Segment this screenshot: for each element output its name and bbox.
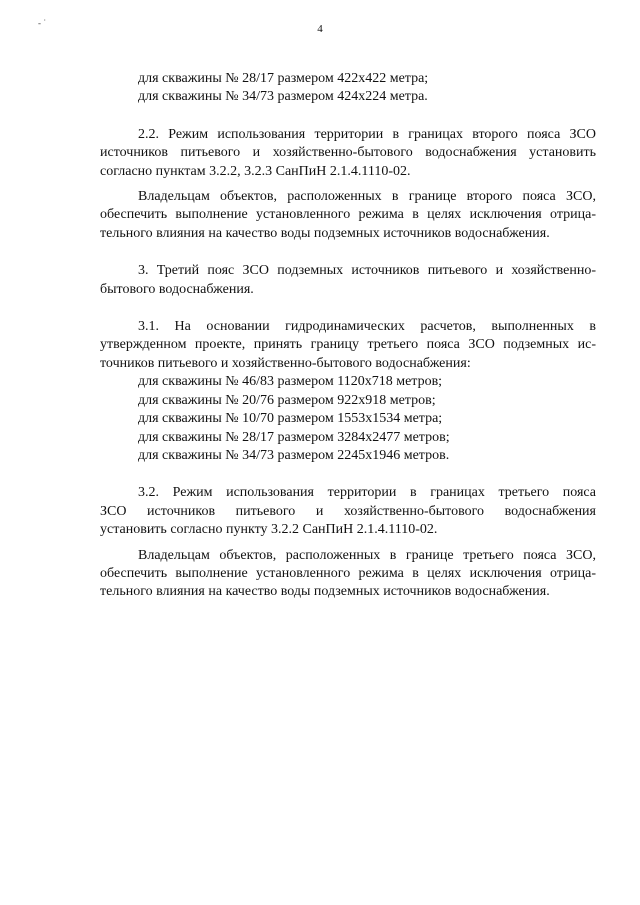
document-body xyxy=(100,70,596,602)
paragraph-line: 3.2. Режим использования территории в границах третьего пояса xyxy=(138,485,596,501)
section-3-1 xyxy=(100,318,596,465)
list-item: для скважины № 34/73 размером 2245x1946 метров. xyxy=(138,447,450,463)
section-heading-line: 3. Третий пояс ЗСО подземных источников питьевого и хозяйственно- xyxy=(138,263,596,279)
paragraph-line: тельного влияния на качество воды подземных источников водоснабжения. xyxy=(100,584,550,600)
paragraph-line: Владельцам объектов, расположенных в границе второго пояса ЗСО, xyxy=(138,189,596,205)
list-item: для скважины № 10/70 размером 1553x1534 метра; xyxy=(138,411,443,427)
section-2-2 xyxy=(100,126,596,181)
paragraph-line: источников питьевого и хозяйственно-бытового водоснабжения установить xyxy=(100,145,596,161)
list-item: для скважины № 20/76 размером 922x918 метров; xyxy=(138,392,436,408)
section-3 xyxy=(100,262,596,299)
list-item: для скважины № 34/73 размером 424x224 метра. xyxy=(138,89,428,105)
paragraph-line: ЗСО источников питьевого и хозяйственно-бытового водоснабжения xyxy=(100,503,596,519)
section-heading-line: бытового водоснабжения. xyxy=(100,281,254,297)
paragraph-line: тельного влияния на качество воды подземных источников водоснабжения. xyxy=(100,225,550,241)
scan-mark: - ˙ xyxy=(38,18,47,28)
section-2-2-owners xyxy=(100,188,596,243)
section-3-2-owners xyxy=(100,547,596,602)
paragraph-line: согласно пунктам 3.2.2, 3.2.3 СанПиН 2.1.4.1110-02. xyxy=(100,163,411,179)
page-number: 4 xyxy=(317,23,323,35)
list-item: для скважины № 28/17 размером 422x422 метра; xyxy=(138,71,429,86)
paragraph-line: 2.2. Режим использования территории в границах второго пояса ЗСО xyxy=(138,126,596,142)
paragraph-line: обеспечить выполнение установленного режима в целях исключения отрица- xyxy=(100,565,596,581)
paragraph-line: 3.1. На основании гидродинамических расчетов, выполненных в xyxy=(138,319,596,335)
list-item: для скважины № 28/17 размером 3284x2477 метров; xyxy=(138,429,450,445)
paragraph-line: утвержденном проекте, принять границу третьего пояса ЗСО подземных ис- xyxy=(100,337,596,353)
paragraph-line: точников питьевого и хозяйственно-бытового водоснабжения: xyxy=(100,355,471,371)
list-item: для скважины № 46/83 размером 1120x718 метров; xyxy=(138,374,443,390)
intro-list xyxy=(100,70,596,107)
paragraph-line: Владельцам объектов, расположенных в границе третьего пояса ЗСО, xyxy=(138,547,596,563)
section-3-2 xyxy=(100,484,596,539)
paragraph-line: установить согласно пункту 3.2.2 СанПиН 2.1.4.1110-02. xyxy=(100,522,438,538)
paragraph-line: обеспечить выполнение установленного режима в целях исключения отрица- xyxy=(100,207,596,223)
